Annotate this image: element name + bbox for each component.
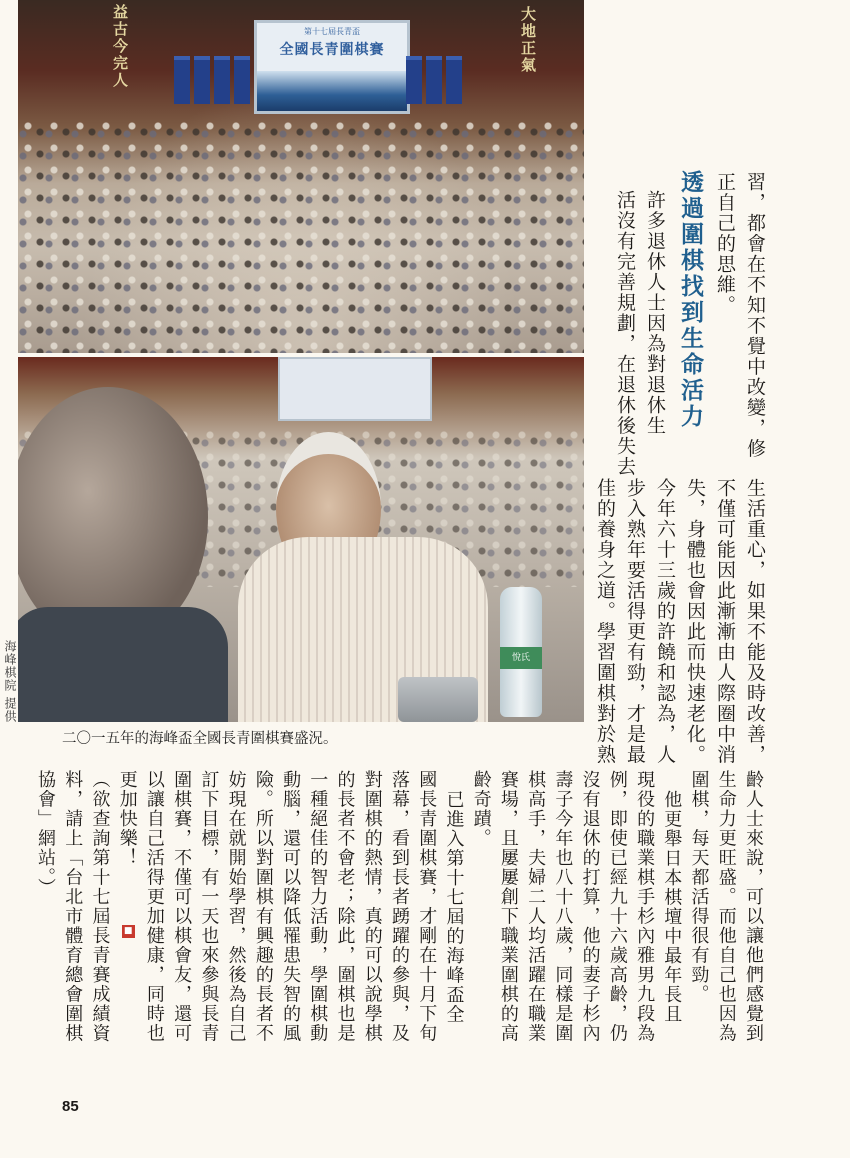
lower-text-column: 例，即使已經九十六歲高齡，仍 xyxy=(606,770,628,1043)
lower-text-column: 對圍棋的熱情，真的可以說學棋 xyxy=(361,770,383,1043)
banner-wave-graphic xyxy=(257,71,407,111)
banner-subtitle: 第十七屆長青盃 xyxy=(304,27,360,36)
flag-banner xyxy=(406,56,422,104)
banner-title: 全國長青圍棋賽 xyxy=(279,42,385,58)
lower-text-column: 齡奇蹟。 xyxy=(470,770,492,848)
tournament-banner xyxy=(254,20,410,114)
hall-calligraphy-right: 大地正氣 xyxy=(519,6,537,74)
flag-banner xyxy=(214,56,230,104)
lower-text-column: 生命力更旺盛。而他自己也因為 xyxy=(715,770,737,1043)
lower-text-column: 訂下目標，有一天也來參與長青 xyxy=(198,770,220,1043)
flag-banner xyxy=(234,56,250,104)
upper-text-column: 不僅可能因此漸漸由人際圈中消 xyxy=(714,478,736,765)
upper-text-column: 步入熟年要活得更有勁，才是最 xyxy=(624,478,646,765)
lower-text-column: 險。所以對圍棋有興趣的長者不 xyxy=(252,770,274,1043)
lower-text-column: 圍棋賽，不僅可以棋會友，還可 xyxy=(171,770,193,1043)
flag-banner xyxy=(194,56,210,104)
background-banner xyxy=(278,357,432,421)
lower-text-column: 棋高手，夫婦二人均活躍在職業 xyxy=(525,770,547,1043)
lower-text-column: 以讓自己活得更加健康，同時也 xyxy=(143,770,165,1043)
flag-banner xyxy=(426,56,442,104)
upper-text-column: 活沒有完善規劃，在退休後失去 xyxy=(614,190,636,477)
upper-text-column: 正自己的思維。 xyxy=(714,172,736,316)
lower-text-column: 一種絕佳的智力活動，學圍棋動 xyxy=(307,770,329,1043)
upper-text-column: 許多退休人士因為對退休生 xyxy=(644,190,666,436)
upper-text-column: 失，身體也會因此而快速老化。 xyxy=(684,478,706,765)
lower-text-column: 協會」網站。） xyxy=(35,770,56,898)
lower-text-column: 圍棋，每天都活得很有勁。 xyxy=(688,770,710,1004)
players-crowd xyxy=(18,118,584,353)
lower-text-column: （欲查詢第十七屆長青賽成績資 xyxy=(89,770,111,1043)
upper-text-column: 生活重心，如果不能及時改善， xyxy=(744,478,766,765)
flag-banner xyxy=(174,56,190,104)
go-stone-bowl xyxy=(398,677,478,722)
flag-banner xyxy=(446,56,462,104)
lower-text-column: 他更舉日本棋壇中最年長且 xyxy=(661,790,683,1024)
upper-text-column: 習，都會在不知不覺中改變，修 xyxy=(744,172,766,459)
foreground-player-jacket xyxy=(18,607,228,722)
lower-text-column: 動腦，還可以降低罹患失智的風 xyxy=(280,770,302,1043)
photo-credit: 海峰棋院 提供 xyxy=(3,640,17,723)
article-end-mark: ■ xyxy=(122,925,135,938)
photo-caption: 二〇一五年的海峰盃全國長青圍棋賽盛況。 xyxy=(62,731,338,747)
lower-text-column: 齡人士來說，可以讓他們感覺到 xyxy=(743,770,764,1043)
lower-text-column: 更加快樂！ xyxy=(116,770,138,868)
elder-player-photo xyxy=(18,357,584,722)
lower-text-column: 沒有退休的打算，他的妻子杉內 xyxy=(579,770,601,1043)
hall-calligraphy-left: 益古今完人 xyxy=(111,4,129,89)
upper-text-column: 佳的養身之道。學習圍棋對於熟 xyxy=(594,478,616,765)
water-bottle xyxy=(500,587,542,717)
lower-text-column: 已進入第十七屆的海峰盃全 xyxy=(443,790,465,1024)
lower-text-column: 的長者不會老；除此，圍棋也是 xyxy=(334,770,356,1043)
upper-text-column: 今年六十三歲的許饒和認為，人 xyxy=(654,478,676,765)
page-number: 85 xyxy=(62,1098,79,1115)
tournament-hall-photo xyxy=(18,0,584,353)
lower-text-column: 賽場，且屢屢創下職業圍棋的高 xyxy=(497,770,519,1043)
lower-text-column: 料，請上「台北市體育總會圍棋 xyxy=(62,770,84,1043)
lower-text-column: 現役的職業棋手杉內雅男九段為 xyxy=(634,770,656,1043)
lower-text-column: 妨現在就開始學習，然後為自己 xyxy=(225,770,247,1043)
bottle-label: 悅氏 xyxy=(500,647,542,669)
section-heading: 透過圍棋找到生命活力 xyxy=(677,170,703,430)
lower-text-column: 落幕，看到長者踴躍的參與，及 xyxy=(389,770,410,1043)
lower-text-column: 國長青圍棋賽，才剛在十月下旬 xyxy=(416,770,438,1043)
lower-text-column: 壽子今年也八十八歲，同樣是圍 xyxy=(552,770,574,1043)
